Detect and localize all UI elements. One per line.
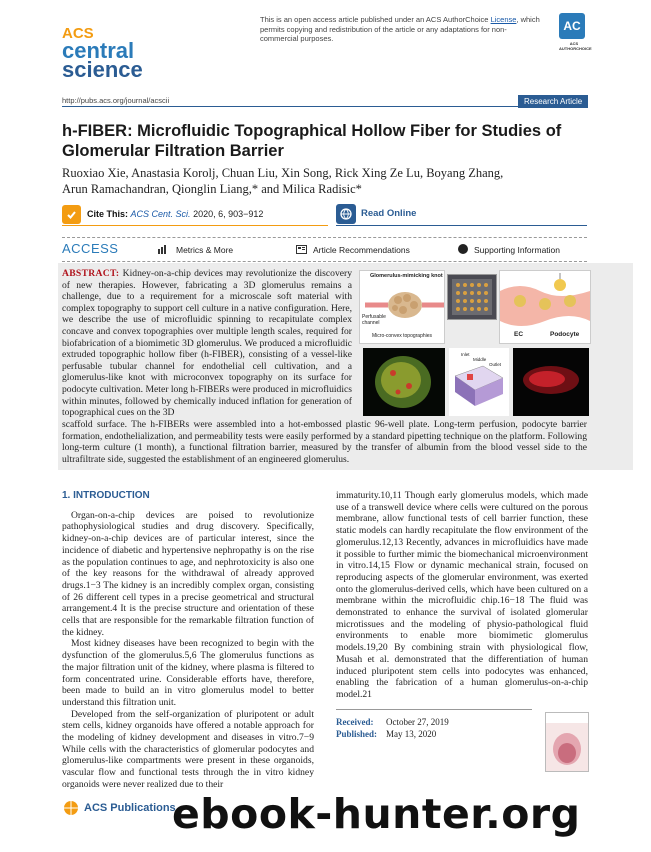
watermark-text: ebook-hunter.org <box>172 790 581 838</box>
cite-underline <box>62 225 328 226</box>
cite-details: 2020, 6, 903−912 <box>190 209 264 219</box>
logo-science: science <box>62 57 143 82</box>
journal-url[interactable]: http://pubs.acs.org/journal/acscii <box>62 96 170 105</box>
abstract-text-1: Kidney-on-a-chip devices may revolutionize the discovery of new therapies. However, fabricating a 3D glomerulus remains a challenge, due to a requirement for a microscale soft material with complex topography to support cell culture in a native configuration. Here, we describe the use of microfluidic spinning to recapitulate complex concave and convex topographies over multiple length scales, required for biofabrication of a biomimetic 3D glomerulus. We produced a microfluidic extruded topographic hollow fiber (h-FIBER), consisting of a vessel-like perfusable tubular channel for endothelial cell cultivation, and a glomerulus-like knot with microconvex topography on its surface for podocyte cultivation. Meter long h-FIBERs were produced in microfluidics within minutes, followed by chemically induced inflation for generation of topographical cues on the 3D <box>62 268 352 419</box>
fluorescence-knot <box>363 348 445 416</box>
read-online-icon <box>336 204 356 224</box>
logo-central: central <box>62 38 135 63</box>
abstract-full: scaffold surface. The h-FIBERs were assembled into a hot-embossed plastic 96-well plate. Long-term perfusion, podocyte barrier formation, endothelialization, and permeability tests were easily performed by a standard pipetting technique on the platform. Following long-term culture (1 month), a functional filtration barrier, measured by the transfer of albumin from the blood vessel side to the ultrafiltrate side, suggested the establishment of an engineered glomerulus. <box>62 419 587 465</box>
logo-acs: ACS <box>62 25 94 42</box>
intro-paragraph-3: Developed from the self-organization of pluripotent or adult stem cells, kidney organoids have offered a notable approach for the modeling of kidney development and diseases in vitro.7−9 While cells with the characteristics of glomerular podocytes and glomerulus-like compartments were present in these organoids, vascular flow and functional tests through the in vitro kidney organoids were never realized due to their <box>62 708 314 790</box>
recommendations-link[interactable]: Article Recommendations <box>313 245 410 255</box>
cover-header <box>546 713 588 723</box>
toc-label-knot: Glomerulus-mimicking knot <box>370 273 443 279</box>
access-label: ACCESS <box>62 241 119 256</box>
cite-this <box>87 209 263 219</box>
license-link[interactable]: License <box>490 15 517 24</box>
received-date: October 27, 2019 <box>386 717 449 727</box>
acs-globe-icon <box>62 800 80 816</box>
intro-paragraph-2: Most kidney diseases have been recognized to begin with the dysfunction of the glomerulus.5,6 The glomerulus functions as the major filtration unit of the kidney, where plasma is filtered to form concentrated urine. Considerable efforts have, therefore, been made to build an in vitro glomerulus model to better understand this filtration unit. <box>62 638 314 708</box>
ac-icon: AC <box>559 13 585 39</box>
recommendations-icon <box>296 245 307 256</box>
intro-paragraph-1: Organ-on-a-chip devices are poised to revolutionize pathophysiological studies and drug discovery. Specifically, kidney-on-a-chip devices are of particular interest, since the incidence of diabetic and hypertensive nephropathy is on the rise as the population continues to age, and nephrotoxicity is also one of the key reasons for the withdrawal of already approved drugs.1−3 The kidney is an incredibly complex organ, consisting of 26 different cell types in a precise geometrical and structural arrangement.4 It is the precise structure and orientation of these cells that are responsible for the remarkable filtration function of the kidney. <box>62 509 314 638</box>
toc-label-outlet: Outlet <box>489 362 502 367</box>
article-dates <box>336 716 449 740</box>
read-online-button[interactable] <box>336 204 587 226</box>
metrics-icon <box>158 245 168 256</box>
access-bar-bottom-rule <box>62 261 587 262</box>
left-column <box>62 490 314 791</box>
toc-label-topo: Micro-convex topographies <box>372 333 433 339</box>
plate-illustration <box>448 275 496 319</box>
toc-label-ec: EC <box>514 331 524 338</box>
abstract-wrapped <box>62 268 352 419</box>
author-list <box>62 165 587 197</box>
ac-caption: ACS AUTHORCHOICE <box>559 41 592 51</box>
toc-panel-knot <box>359 270 445 344</box>
article-title: h-FIBER: Microfluidic Topographical Hollow Fiber for Studies of Glomerular Filtration Barrier <box>62 122 562 160</box>
published-label: Published: <box>336 729 378 739</box>
metrics-link[interactable]: Metrics & More <box>176 245 234 255</box>
header-rule <box>62 106 587 107</box>
toc-panel-fluorescence-1 <box>363 348 445 416</box>
read-online-underline <box>336 225 587 226</box>
intro-heading: 1. INTRODUCTION <box>62 490 150 501</box>
toc-label-middle: Middle <box>473 357 487 362</box>
journal-cover-thumbnail[interactable] <box>545 712 589 772</box>
article-type-badge: Research Article <box>518 95 588 108</box>
abstract-label: ABSTRACT: <box>62 268 120 279</box>
published-date: May 13, 2020 <box>386 729 437 739</box>
supporting-link[interactable]: Supporting Information <box>474 245 560 255</box>
authorchoice-badge <box>559 13 592 51</box>
toc-panel-plate <box>447 274 497 320</box>
cite-journal[interactable]: ACS Cent. Sci. <box>130 209 191 219</box>
journal-logo <box>62 25 143 82</box>
toc-panel-device <box>449 348 509 416</box>
dates-rule <box>336 709 532 710</box>
cover-illustration <box>546 723 588 771</box>
toc-label-inlet: Inlet <box>461 352 470 357</box>
access-bar <box>62 241 587 259</box>
toc-label-podocyte: Podocyte <box>550 331 580 338</box>
access-bar-top-rule <box>62 237 587 238</box>
acs-publications-logo <box>62 800 176 816</box>
toc-panel-fluorescence-2 <box>513 348 589 416</box>
toc-label-channel: Perfusable channel <box>362 314 386 326</box>
toc-graphic <box>359 270 589 416</box>
cite-icon <box>62 205 81 224</box>
acs-publications-label: ACS Publications <box>84 802 176 814</box>
received-label: Received: <box>336 717 374 727</box>
open-access-notice: This is an open access article published under an ACS AuthorChoice License, which permits copying and redistribution of the article or any adaptations for non-commercial purposes. <box>260 15 540 43</box>
read-online-label: Read Online <box>361 208 417 219</box>
cite-label: Cite This: <box>87 209 129 219</box>
right-column <box>336 490 588 701</box>
authors-line-1: Ruoxiao Xie, Anastasia Korolj, Chuan Liu, Xin Song, Rick Xing Ze Lu, Boyang Zhang, <box>62 166 504 180</box>
intro-paragraph-4: immaturity.10,11 Though early glomerulus models, which made use of a transwell device where cells were cultured on the porous membrane, allow functional tests of cell barrier function, these static models can hardly recapitulate the flow environment of the glomerulus.12,13 Recently, advances in microfluidics have made it possible to further mimic the biomechanical microenvironment in vitro.14,15 Flow or dynamic mechanical strain, focused on reproducing aspects of the glomerular environment, was exerted onto the glomerulus-derived cells, which have been cultured on a membrane within the microfluidic chip.16−18 The fluid was demonstrated to enhance the survival of isolated glomerular microtissues and the modeling of physio-pathological fluid environments to enable more biomimetic glomerulus models.19,20 By combining strain with physiological flow, Musah et al. demonstrated that the differentiation of human induced pluripotent stem cells into podocytes was enhanced, enabling the fabrication of a human glomerulus-on-a-chip model.21 <box>336 490 588 700</box>
toc-panel-cells <box>499 270 591 344</box>
supporting-icon <box>458 244 468 254</box>
fluorescence-channel <box>513 348 589 416</box>
authors-line-2: Arun Ramachandran, Qionglin Liang,* and Milica Radisic* <box>62 182 362 196</box>
